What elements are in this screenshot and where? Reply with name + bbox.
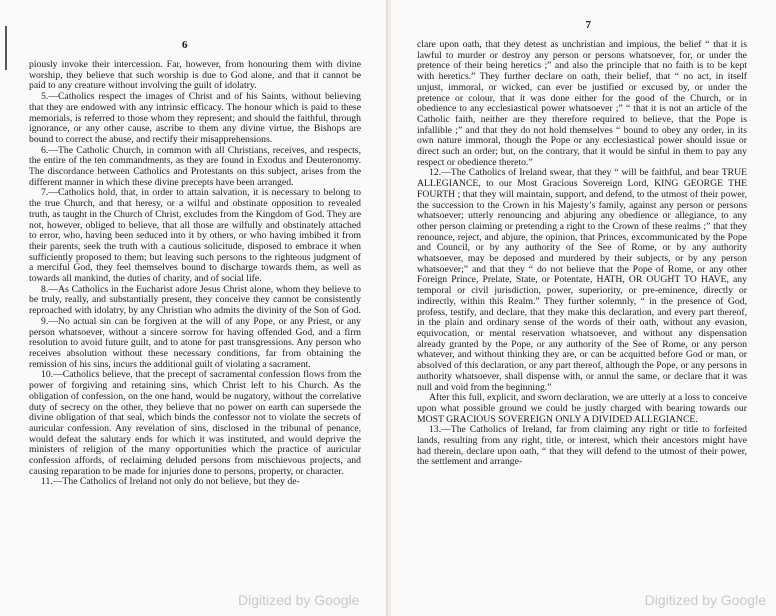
paragraph: After this full, explicit, and sworn declaration, we are utterly at a loss to conceive upon what possible ground we could be justly charged with bearing towards our MOST GRACIOUS SOVEREIGN ONLY A DIVIDED ALLEGIANCE. [417,392,747,425]
paragraph: 8.—As Catholics in the Eucharist adore Jesus Christ alone, whom they believe to be truly, really, and substantially present, they conceive they cannot be consistently reproached with idolatry, by any Christian who admits the divinity of the Son of God. [29,283,361,317]
paragraph: 12.—The Catholics of Ireland swear, that they “ will be faithful, and bear TRUE ALLEGIANCE, to our Most Gracious Sovereign Lord, KING GEORGE THE FOURTH ; that they will maintain, support, and defend, to the utmost of their power, the succession to the Crown in his Majesty’s family, against any person or persons whatsoever; utterly renouncing and abjuring any obedience or allegiance, to any other person claiming or pretending a right to the Crown of these realms ;” that they renounce, reject, and abjure, the opinion, that Princes, excommunicated by the Pope and Council, or by any authority of the See of Rome, or by any authority whatsoever, may be deposed and murdered by their subjects, or by any person whatsoever;” and that they “ do not believe that the Pope of Rome, or any other Foreign Prince, Prelate, State, or Potentate, HATH, OR OUGHT TO HAVE, any temporal or civil jurisdiction, power, superiority, or pre-eminence, directly or indirectly, within this Realm.” They further solemnly, “ in the presence of God, profess, testify, and declare, that they make this declaration, and every part thereof, in the plain and ordinary sense of the words of their oath, without any evasion, equivocation, or mental reservation whatsoever, and without any dispensation already granted by the Pope, or any authority of the See of Rome, or any person whatever, and without thinking they are, or can be acquitted before God or man, or absolved of this declaration, or any part thereof, although the Pope, or any persons in authority whatsoever, shall dispense with, or annul the same, or declare that it was null and void from the beginning.” [417,167,747,393]
paragraph: 6.—The Catholic Church, in common with all Christians, receives, and respects, the entire of the ten commandments, as they are found in Exodus and Deuteronomy. The discordance between Catholics and Protestants on this subject, arises from the different manner in which these divine precepts have been arranged. [29,144,361,188]
paragraph: 10.—Catholics believe, that the precept of sacramental confession flows from the power of forgiving and retaining sins, which Christ left to his Church. As the obligation of confession, on the one hand, would be nugatory, without the correlative duty of secrecy on the other, they believe that no power on earth can supersede the divine obligation of that seal, which binds the confessor not to violate the secrets of auricular confession. Any revelation of sins, disclosed in the tribunal of penance, would defeat the salutary ends for which it was instituted, and would deprive the ministers of religion of the many opportunities which the practice of auricular confession affords, of reclaiming deluded persons from mischievous projects, and causing reparation to be made for injuries done to persons, property, or character. [29,369,361,477]
paragraph: 5.—Catholics respect the images of Christ and of his Saints, without believing that they are endowed with any intrinsic efficacy. The honour which is paid to these memorials, is referred to those whom they represent; and should the faithful, through ignorance, or any other cause, ascribe to them any divine virtue, the Bishops are bound to correct the abuse, and rectify their misapprehensions. [29,91,361,145]
left-page-text [29,60,361,488]
paragraph: piously invoke their intercession. Far, however, from honouring them with divine worship, they believe that such worship is due to God alone, and that it cannot be paid to any creature without involving the guilt of idolatry. [29,59,361,92]
right-page-number: 7 [585,19,591,31]
paragraph: 9.—No actual sin can be forgiven at the will of any Pope, or any Priest, or any person whatsoever, without a sincere sorrow for having offended God, and a firm resolution to avoid future guilt, and to atone for past transgressions. Any person who receives absolution without these necessary conditions, far from obtaining the remission of his sins, incurs the additional guilt of violating a sacrament. [29,315,361,370]
paragraph: 11.—The Catholics of Ireland not only do not believe, but they de- [41,476,300,488]
page-edge-mark [5,26,7,70]
digitized-watermark: Digitized by Google [238,592,360,608]
left-page [0,0,386,616]
left-page-number: 6 [182,39,188,51]
paragraph: 13.—The Catholics of Ireland, far from claiming any right or title to forfeited lands, resulting from any right, title, or interest, which their ancestors might have had therein, declare upon oath, “ that they will defend to the utmost of their power, the settlement and arrange- [417,424,747,468]
paragraph: 7.—Catholics hold, that, in order to attain salvation, it is necessary to belong to the true Church, and that heresy, or a wilful and obstinate opposition to revealed truth, as taught in the Church of Christ, excludes from the Kingdom of God. They are not, however, obliged to believe, that all those are wilfully and obstinately attached to error, who, having been seduced into it by others, or who having imbibed it from their parents, seek the truth with a cautious solicitude, disposed to embrace it when sufficiently proposed to them; but leaving such persons to the righteous judgment of a merciful God, they feel themselves bound to discharge towards them, as well as towards all mankind, the duties of charity, and of social life. [29,187,361,285]
digitized-watermark: Digitized by Google [644,592,766,608]
right-page [391,0,776,616]
paragraph: clare upon oath, that they detest as unchristian and impious, the belief “ that it is lawful to murder or destroy any person or persons whatsoever, for, or under the pretence of their being heretics ;” and also the principle that no faith is to be kept with heretics.” They further declare on oath, their belief, that “ no act, in itself unjust, immoral, or wicked, can ever be justified or excused by, or under the pretence or colour, that it was done either for the good of the Church, or in obedience to any ecclesiastical power whatsoever ;” “ that it is not an article of the Catholic faith, neither are they therefore required to believe, that the Pope is infallible ;” and that they do not hold themselves “ bound to obey any order, in its own nature immoral, though the Pope or any ecclesiastical power should issue or direct such an order; but, on the contrary, that it would be sinful in them to pay any respect or obedience thereto.” [417,39,747,168]
right-page-text [417,40,747,468]
